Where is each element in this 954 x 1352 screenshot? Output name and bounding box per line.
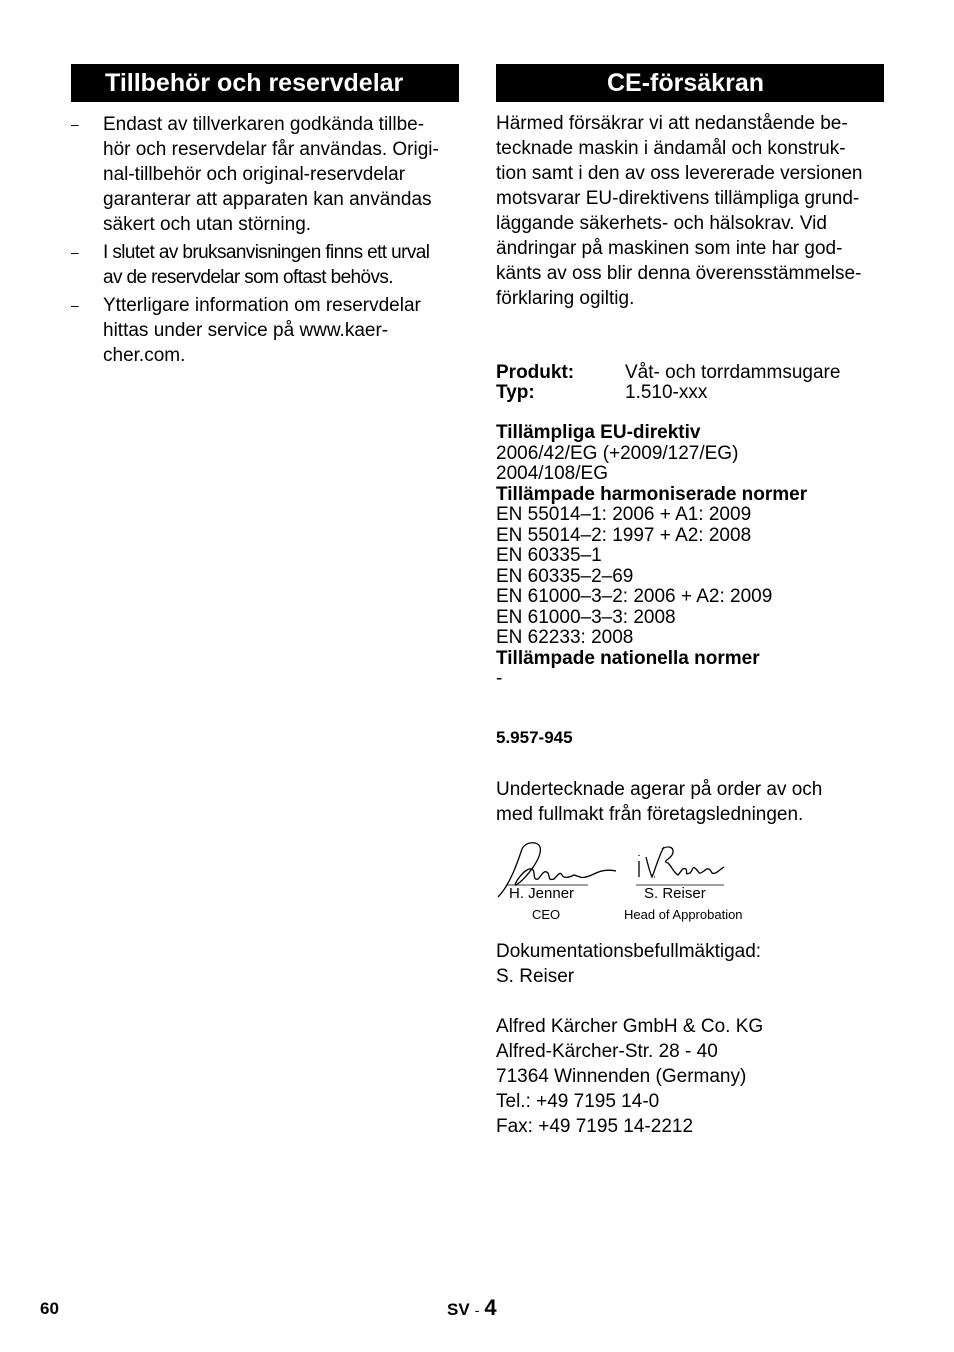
language-page-marker xyxy=(447,1295,497,1321)
page-number: 60 xyxy=(40,1299,59,1318)
signer-role: Head of Approbation xyxy=(624,906,743,922)
list-item xyxy=(71,240,459,290)
accessories-heading: Tillbehör och reservdelar xyxy=(71,64,459,102)
left-column xyxy=(71,64,459,371)
bullet-line: I slutet av bruksanvisningen finns ett urval xyxy=(103,242,430,263)
type-label: Typ: xyxy=(496,382,535,403)
bullet-line: cher.com. xyxy=(103,345,186,366)
signers-line: med fullmakt från företagsledningen. xyxy=(496,803,804,825)
declaration-intro xyxy=(496,111,884,311)
bullet-line: säkert och utan störning. xyxy=(103,214,312,235)
address-line: Alfred-Kärcher-Str. 28 - 40 xyxy=(496,1040,718,1062)
harmonised-standard: EN 55014–1: 2006 + A1: 2009 xyxy=(496,504,752,525)
company-address xyxy=(496,1014,884,1139)
product-label: Produkt: xyxy=(496,362,575,383)
type-row xyxy=(496,383,884,403)
harmonised-standard: EN 62233: 2008 xyxy=(496,627,634,648)
bullet-line: Ytterligare information om reservdelar xyxy=(103,295,421,316)
intro-line: tion samt i den av oss levererade versionen xyxy=(496,163,863,184)
intro-line: motsvarar EU-direktivens tillämpliga grund- xyxy=(496,188,860,209)
separator: - xyxy=(474,1302,480,1318)
signers-text xyxy=(496,777,884,827)
address-line: Fax: +49 7195 14-2212 xyxy=(496,1115,694,1137)
bullet-line: hittas under service på www.kaer- xyxy=(103,320,389,341)
harmonised-standard: EN 60335–2–69 xyxy=(496,565,634,587)
bullet-dash: – xyxy=(71,116,79,132)
intro-line: känts av oss blir denna överensstämmelse- xyxy=(496,263,862,284)
harmonised-standard: EN 60335–1 xyxy=(496,545,602,566)
signer-name: H. Jenner xyxy=(509,884,575,902)
signature-reiser xyxy=(639,847,724,877)
harmonised-standards-heading: Tillämpade harmoniserade normer xyxy=(496,483,808,505)
bullet-dash: – xyxy=(71,297,79,313)
intro-line: ändringar på maskinen som inte har god- xyxy=(496,238,843,259)
harmonised-standard: EN 61000–3–2: 2006 + A2: 2009 xyxy=(496,586,773,607)
eu-directive: 2004/108/EG xyxy=(496,463,608,484)
bullet-line: garanterar att apparaten kan användas xyxy=(103,189,432,210)
documentation-label: Dokumentationsbefullmäktigad: xyxy=(496,940,762,962)
eu-directive: 2006/42/EG (+2009/127/EG) xyxy=(496,442,739,464)
intro-line: läggande säkerhets- och hälsokrav. Vid xyxy=(496,213,827,234)
harmonised-standard: EN 55014–2: 1997 + A2: 2008 xyxy=(496,524,752,546)
national-standards-value: - xyxy=(496,668,503,689)
type-value: 1.510-xxx xyxy=(625,382,708,403)
national-standards-heading: Tillämpade nationella normer xyxy=(496,647,760,669)
list-item xyxy=(71,112,459,237)
signature-block xyxy=(496,839,884,939)
bullet-line: av de reservdelar som oftast behövs. xyxy=(103,267,393,288)
language-code: SV xyxy=(447,1300,470,1319)
ce-declaration-heading: CE-försäkran xyxy=(496,64,884,102)
bullet-line: hör och reservdelar får användas. Origi- xyxy=(103,139,439,160)
signer-name: S. Reiser xyxy=(644,884,706,902)
bullet-line: Endast av tillverkaren godkända tillbe- xyxy=(103,114,425,135)
intro-line: tecknade maskin i ändamål och konstruk- xyxy=(496,138,846,159)
product-info xyxy=(496,363,884,690)
documentation-authorised xyxy=(496,939,884,989)
document-number: 5.957-945 xyxy=(496,727,573,747)
section-page-number: 4 xyxy=(484,1295,497,1320)
accessories-list xyxy=(71,112,459,368)
documentation-name: S. Reiser xyxy=(496,965,575,987)
list-item xyxy=(71,293,459,368)
address-line: Tel.: +49 7195 14-0 xyxy=(496,1090,660,1112)
address-line: 71364 Winnenden (Germany) xyxy=(496,1065,747,1087)
signers-line: Undertecknade agerar på order av och xyxy=(496,778,823,800)
address-line: Alfred Kärcher GmbH & Co. KG xyxy=(496,1015,764,1037)
bullet-dash: – xyxy=(71,244,79,260)
harmonised-standard: EN 61000–3–3: 2008 xyxy=(496,606,676,628)
product-value: Våt- och torrdammsugare xyxy=(625,362,841,383)
signer-role: CEO xyxy=(532,906,561,922)
eu-directives-heading: Tillämpliga EU-direktiv xyxy=(496,422,701,443)
bullet-line: nal-tillbehör och original-reservdelar xyxy=(103,164,406,185)
product-row xyxy=(496,363,884,383)
intro-line: Härmed försäkrar vi att nedanstående be- xyxy=(496,113,848,134)
right-column xyxy=(496,64,884,1139)
intro-line: förklaring ogiltig. xyxy=(496,288,635,309)
